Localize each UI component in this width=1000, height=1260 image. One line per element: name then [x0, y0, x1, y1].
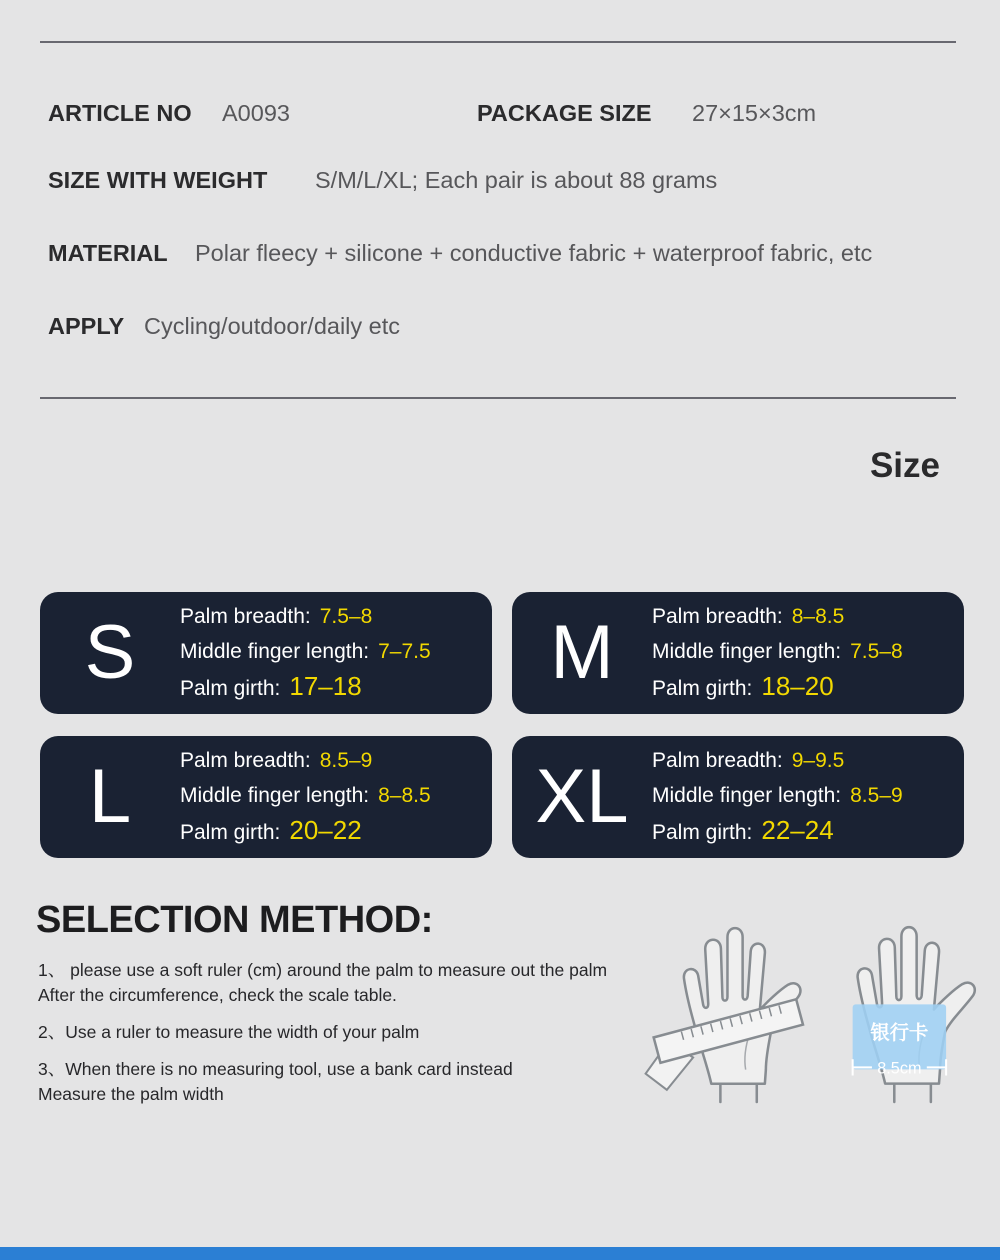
bottom-accent-bar — [0, 1247, 1000, 1260]
size-card-s — [40, 592, 492, 714]
spec-row-material — [0, 240, 1000, 270]
size-weight-label: SIZE WITH WEIGHT — [48, 167, 268, 193]
palm-breadth-line: Palm breadth: 7.5–8 — [180, 604, 373, 628]
size-card-xl — [512, 736, 964, 858]
divider-top — [40, 41, 956, 43]
step-2: 2、Use a ruler to measure the width of your palm — [38, 1022, 420, 1042]
article-no-value: A0093 — [222, 100, 290, 126]
step-3: 3、When there is no measuring tool, use a bank card instead Measure the palm width — [38, 1059, 513, 1104]
hand-bank-card-illustration — [826, 915, 989, 1106]
size-section-heading: Size — [869, 446, 940, 485]
divider-middle — [40, 397, 956, 399]
palm-girth-line: Palm girth: 18–20 — [652, 670, 834, 701]
size-cards-grid — [40, 592, 964, 858]
palm-breadth-line: Palm breadth: 8.5–9 — [180, 748, 373, 772]
apply-value: Cycling/outdoor/daily etc — [144, 313, 401, 339]
palm-girth-line: Palm girth: 20–22 — [180, 814, 362, 845]
size-letter: XL — [535, 754, 629, 839]
package-size-label: PACKAGE SIZE — [477, 100, 652, 126]
size-letter: L — [88, 754, 132, 839]
palm-breadth-line: Palm breadth: 9–9.5 — [652, 748, 845, 772]
size-weight-value: S/M/L/XL; Each pair is about 88 grams — [315, 167, 718, 193]
finger-length-line: Middle finger length: 7.5–8 — [652, 639, 903, 663]
spec-row-size-weight — [0, 167, 1000, 197]
article-no-label: ARTICLE NO — [48, 100, 192, 126]
card-width-label: 8.5cm — [877, 1059, 922, 1078]
size-letter: M — [550, 610, 614, 695]
selection-steps — [38, 958, 638, 1119]
size-card-m — [512, 592, 964, 714]
finger-length-line: Middle finger length: 8–8.5 — [180, 783, 431, 807]
hand-ruler-illustration — [642, 916, 820, 1106]
size-card-l — [40, 736, 492, 858]
spec-row-article — [0, 100, 1000, 130]
size-letter: S — [84, 610, 136, 695]
material-value: Polar fleecy + silicone + conductive fabric + waterproof fabric, etc — [195, 240, 873, 266]
finger-length-line: Middle finger length: 8.5–9 — [652, 783, 903, 807]
palm-breadth-line: Palm breadth: 8–8.5 — [652, 604, 845, 628]
material-label: MATERIAL — [48, 240, 168, 266]
bank-card-label: 银行卡 — [870, 1022, 929, 1044]
apply-label: APPLY — [48, 313, 125, 339]
finger-length-line: Middle finger length: 7–7.5 — [180, 639, 431, 663]
palm-girth-line: Palm girth: 17–18 — [180, 670, 362, 701]
step-1: 1、 please use a soft ruler (cm) around the palm to measure out the palm After the circumference, check the scale table. — [38, 960, 608, 1005]
selection-method-heading: SELECTION METHOD: — [36, 899, 433, 941]
package-size-value: 27×15×3cm — [692, 100, 817, 126]
palm-girth-line: Palm girth: 22–24 — [652, 814, 834, 845]
spec-row-apply — [0, 313, 1000, 343]
